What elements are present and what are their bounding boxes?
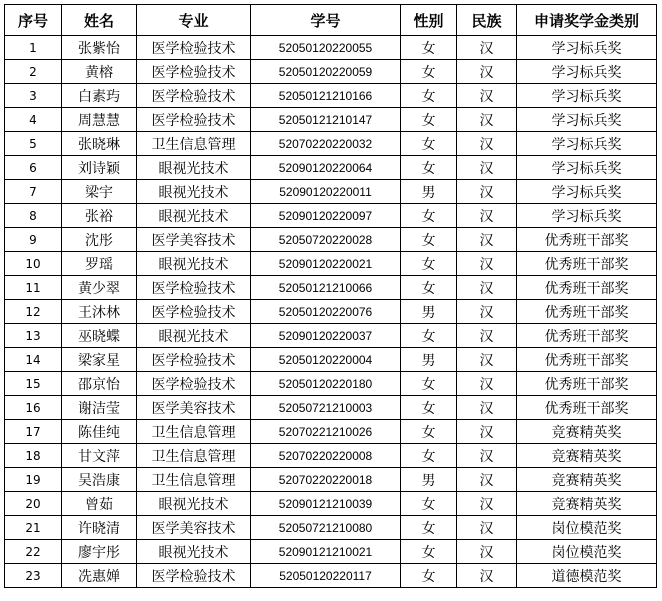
name-cell: 廖宇彤 (62, 540, 137, 564)
table-row (5, 516, 657, 540)
gender-cell: 男 (401, 468, 457, 492)
scholarship-category-cell: 道德模范奖 (517, 564, 657, 588)
name-cell: 罗瑶 (62, 252, 137, 276)
table-row (5, 60, 657, 84)
student-id-cell: 52050120220180 (251, 372, 401, 396)
index-cell: 14 (5, 348, 62, 372)
student-id-cell: 52090120220037 (251, 324, 401, 348)
table-row (5, 324, 657, 348)
index-cell: 5 (5, 132, 62, 156)
gender-cell: 女 (401, 36, 457, 60)
table-row (5, 348, 657, 372)
name-cell: 王沐林 (62, 300, 137, 324)
gender-cell: 女 (401, 60, 457, 84)
student-id-cell: 52050120220076 (251, 300, 401, 324)
table-row (5, 564, 657, 588)
major-cell: 医学检验技术 (137, 372, 251, 396)
gender-cell: 女 (401, 564, 457, 588)
index-cell: 3 (5, 84, 62, 108)
index-cell: 9 (5, 228, 62, 252)
name-cell: 黄少翠 (62, 276, 137, 300)
scholarship-category-cell: 学习标兵奖 (517, 36, 657, 60)
table-row (5, 108, 657, 132)
ethnicity-cell: 汉 (457, 492, 517, 516)
scholarship-category-cell: 学习标兵奖 (517, 180, 657, 204)
name-cell: 梁宇 (62, 180, 137, 204)
student-id-cell: 52050720220028 (251, 228, 401, 252)
name-cell: 邵京怡 (62, 372, 137, 396)
ethnicity-cell: 汉 (457, 516, 517, 540)
major-cell: 医学检验技术 (137, 84, 251, 108)
name-cell: 陈佳纯 (62, 420, 137, 444)
gender-cell: 男 (401, 180, 457, 204)
scholarship-category-cell: 优秀班干部奖 (517, 372, 657, 396)
student-id-cell: 52050120220059 (251, 60, 401, 84)
gender-cell: 女 (401, 372, 457, 396)
table-row (5, 420, 657, 444)
gender-cell: 女 (401, 492, 457, 516)
index-cell: 11 (5, 276, 62, 300)
major-cell: 眼视光技术 (137, 540, 251, 564)
ethnicity-cell: 汉 (457, 252, 517, 276)
ethnicity-cell: 汉 (457, 300, 517, 324)
major-cell: 医学检验技术 (137, 108, 251, 132)
scholarship-category-cell: 学习标兵奖 (517, 84, 657, 108)
major-cell: 眼视光技术 (137, 180, 251, 204)
major-cell: 卫生信息管理 (137, 444, 251, 468)
table-row (5, 204, 657, 228)
major-cell: 医学检验技术 (137, 564, 251, 588)
gender-cell: 女 (401, 444, 457, 468)
major-cell: 眼视光技术 (137, 252, 251, 276)
ethnicity-cell: 汉 (457, 564, 517, 588)
gender-cell: 女 (401, 84, 457, 108)
ethnicity-cell: 汉 (457, 540, 517, 564)
ethnicity-cell: 汉 (457, 396, 517, 420)
scholarship-category-cell: 优秀班干部奖 (517, 300, 657, 324)
ethnicity-cell: 汉 (457, 132, 517, 156)
major-cell: 医学美容技术 (137, 396, 251, 420)
gender-cell: 女 (401, 156, 457, 180)
gender-cell: 男 (401, 348, 457, 372)
scholarship-category-cell: 优秀班干部奖 (517, 276, 657, 300)
gender-cell: 女 (401, 540, 457, 564)
index-cell: 19 (5, 468, 62, 492)
table-row (5, 36, 657, 60)
major-cell: 眼视光技术 (137, 492, 251, 516)
name-cell: 沈彤 (62, 228, 137, 252)
major-cell: 医学检验技术 (137, 300, 251, 324)
major-cell: 医学检验技术 (137, 36, 251, 60)
table-row (5, 252, 657, 276)
gender-cell: 女 (401, 108, 457, 132)
major-cell: 眼视光技术 (137, 204, 251, 228)
header-scholarship-category: 申请奖学金类别 (517, 5, 657, 36)
scholarship-category-cell: 优秀班干部奖 (517, 348, 657, 372)
ethnicity-cell: 汉 (457, 180, 517, 204)
index-cell: 15 (5, 372, 62, 396)
ethnicity-cell: 汉 (457, 156, 517, 180)
name-cell: 白素玙 (62, 84, 137, 108)
table-body (5, 36, 657, 588)
table-row (5, 396, 657, 420)
table-row (5, 276, 657, 300)
student-id-cell: 52090121210021 (251, 540, 401, 564)
scholarship-category-cell: 学习标兵奖 (517, 156, 657, 180)
index-cell: 12 (5, 300, 62, 324)
gender-cell: 女 (401, 228, 457, 252)
table-row (5, 156, 657, 180)
scholarship-category-cell: 学习标兵奖 (517, 204, 657, 228)
name-cell: 黄榕 (62, 60, 137, 84)
table-row (5, 300, 657, 324)
ethnicity-cell: 汉 (457, 84, 517, 108)
scholarship-category-cell: 学习标兵奖 (517, 132, 657, 156)
scholarship-category-cell: 岗位模范奖 (517, 540, 657, 564)
major-cell: 医学美容技术 (137, 228, 251, 252)
table-row (5, 132, 657, 156)
scholarship-applicant-table (4, 4, 657, 588)
student-id-cell: 52050120220055 (251, 36, 401, 60)
student-id-cell: 52090121210039 (251, 492, 401, 516)
header-gender: 性别 (401, 5, 457, 36)
ethnicity-cell: 汉 (457, 372, 517, 396)
major-cell: 卫生信息管理 (137, 468, 251, 492)
scholarship-category-cell: 竞赛精英奖 (517, 492, 657, 516)
index-cell: 6 (5, 156, 62, 180)
name-cell: 冼惠婵 (62, 564, 137, 588)
index-cell: 2 (5, 60, 62, 84)
ethnicity-cell: 汉 (457, 228, 517, 252)
table-row (5, 228, 657, 252)
table-header-row (5, 5, 657, 36)
name-cell: 甘文萍 (62, 444, 137, 468)
index-cell: 18 (5, 444, 62, 468)
scholarship-category-cell: 竞赛精英奖 (517, 420, 657, 444)
table-row (5, 492, 657, 516)
name-cell: 谢洁莹 (62, 396, 137, 420)
scholarship-category-cell: 竞赛精英奖 (517, 468, 657, 492)
name-cell: 周慧慧 (62, 108, 137, 132)
scholarship-category-cell: 学习标兵奖 (517, 108, 657, 132)
header-name: 姓名 (62, 5, 137, 36)
ethnicity-cell: 汉 (457, 276, 517, 300)
gender-cell: 女 (401, 324, 457, 348)
gender-cell: 男 (401, 300, 457, 324)
student-id-cell: 52050721210080 (251, 516, 401, 540)
name-cell: 吴浩康 (62, 468, 137, 492)
student-id-cell: 52070221210026 (251, 420, 401, 444)
student-id-cell: 52090120220064 (251, 156, 401, 180)
student-id-cell: 52070220220008 (251, 444, 401, 468)
name-cell: 梁家星 (62, 348, 137, 372)
index-cell: 21 (5, 516, 62, 540)
student-id-cell: 52070220220018 (251, 468, 401, 492)
gender-cell: 女 (401, 204, 457, 228)
ethnicity-cell: 汉 (457, 420, 517, 444)
major-cell: 卫生信息管理 (137, 132, 251, 156)
ethnicity-cell: 汉 (457, 348, 517, 372)
name-cell: 张裕 (62, 204, 137, 228)
header-student-id: 学号 (251, 5, 401, 36)
scholarship-table-container (4, 4, 657, 588)
gender-cell: 女 (401, 276, 457, 300)
scholarship-category-cell: 岗位模范奖 (517, 516, 657, 540)
ethnicity-cell: 汉 (457, 108, 517, 132)
scholarship-category-cell: 竞赛精英奖 (517, 444, 657, 468)
name-cell: 张晓琳 (62, 132, 137, 156)
table-row (5, 372, 657, 396)
index-cell: 8 (5, 204, 62, 228)
gender-cell: 女 (401, 420, 457, 444)
index-cell: 22 (5, 540, 62, 564)
header-ethnicity: 民族 (457, 5, 517, 36)
student-id-cell: 52090120220011 (251, 180, 401, 204)
student-id-cell: 52050721210003 (251, 396, 401, 420)
table-row (5, 180, 657, 204)
gender-cell: 女 (401, 252, 457, 276)
student-id-cell: 52090120220021 (251, 252, 401, 276)
ethnicity-cell: 汉 (457, 468, 517, 492)
gender-cell: 女 (401, 516, 457, 540)
student-id-cell: 52050121210066 (251, 276, 401, 300)
name-cell: 曾茹 (62, 492, 137, 516)
index-cell: 4 (5, 108, 62, 132)
name-cell: 张紫怡 (62, 36, 137, 60)
major-cell: 医学检验技术 (137, 60, 251, 84)
student-id-cell: 52050121210147 (251, 108, 401, 132)
ethnicity-cell: 汉 (457, 324, 517, 348)
ethnicity-cell: 汉 (457, 444, 517, 468)
ethnicity-cell: 汉 (457, 60, 517, 84)
scholarship-category-cell: 优秀班干部奖 (517, 228, 657, 252)
major-cell: 眼视光技术 (137, 324, 251, 348)
index-cell: 13 (5, 324, 62, 348)
major-cell: 眼视光技术 (137, 156, 251, 180)
ethnicity-cell: 汉 (457, 204, 517, 228)
student-id-cell: 52090120220097 (251, 204, 401, 228)
gender-cell: 女 (401, 396, 457, 420)
scholarship-category-cell: 学习标兵奖 (517, 60, 657, 84)
name-cell: 巫晓蝶 (62, 324, 137, 348)
student-id-cell: 52070220220032 (251, 132, 401, 156)
table-row (5, 444, 657, 468)
index-cell: 20 (5, 492, 62, 516)
name-cell: 刘诗颖 (62, 156, 137, 180)
table-row (5, 540, 657, 564)
header-index: 序号 (5, 5, 62, 36)
student-id-cell: 52050120220004 (251, 348, 401, 372)
table-row (5, 468, 657, 492)
index-cell: 23 (5, 564, 62, 588)
major-cell: 卫生信息管理 (137, 420, 251, 444)
index-cell: 16 (5, 396, 62, 420)
header-major: 专业 (137, 5, 251, 36)
major-cell: 医学检验技术 (137, 348, 251, 372)
index-cell: 10 (5, 252, 62, 276)
major-cell: 医学美容技术 (137, 516, 251, 540)
scholarship-category-cell: 优秀班干部奖 (517, 324, 657, 348)
scholarship-category-cell: 优秀班干部奖 (517, 396, 657, 420)
index-cell: 7 (5, 180, 62, 204)
ethnicity-cell: 汉 (457, 36, 517, 60)
table-row (5, 84, 657, 108)
student-id-cell: 52050121210166 (251, 84, 401, 108)
scholarship-category-cell: 优秀班干部奖 (517, 252, 657, 276)
name-cell: 许晓清 (62, 516, 137, 540)
gender-cell: 女 (401, 132, 457, 156)
index-cell: 17 (5, 420, 62, 444)
student-id-cell: 52050120220117 (251, 564, 401, 588)
major-cell: 医学检验技术 (137, 276, 251, 300)
index-cell: 1 (5, 36, 62, 60)
